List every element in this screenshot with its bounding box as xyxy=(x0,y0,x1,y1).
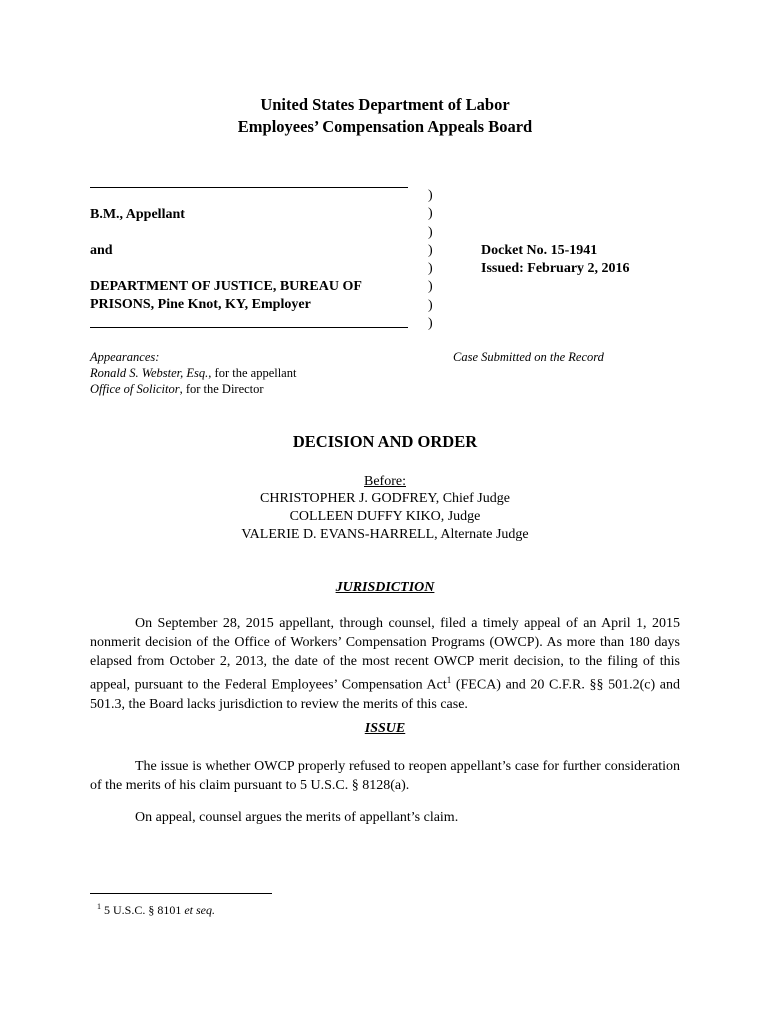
judge-evans-harrell: VALERIE D. EVANS-HARRELL, Alternate Judge xyxy=(241,527,529,542)
judge-kiko: COLLEEN DUFFY KIKO, Judge xyxy=(289,509,481,524)
appellant-name: B.M., Appellant xyxy=(90,207,185,222)
director-counsel-role: , for the Director xyxy=(179,382,264,396)
paren: ) xyxy=(428,242,433,258)
decision-title: DECISION AND ORDER xyxy=(292,432,478,451)
appeal-argument: On appeal, counsel argues the merits of appellant’s claim. xyxy=(135,810,459,825)
footnote-et-seq: et seq. xyxy=(184,903,215,917)
caption-parentheses xyxy=(428,187,433,333)
issue-paragraph: The issue is whether OWCP properly refused to reopen appellant’s case for further consideration of the merits of his claim pursuant to 5 U.S.C. § 8128(a). xyxy=(90,759,680,793)
paren: ) xyxy=(428,188,433,203)
jurisdiction-text-a: On September 28, 2015 appellant, through counsel, filed a timely appeal of an April 1, 2015 nonmerit decision of the Office of Workers’ Compensation Programs (OWCP). As more than 180 days elapsed from October 2, 2013, the date of the most recent OWCP merit decision, to the filing of this appeal, pursuant to the Federal Employees’ Compensation Act xyxy=(90,616,680,693)
caption-bottom-rule xyxy=(90,327,408,328)
issue-heading: ISSUE xyxy=(364,721,406,736)
footnote-text: 5 U.S.C. § 8101 xyxy=(101,903,185,917)
issued-date: Issued: February 2, 2016 xyxy=(481,261,630,276)
footnote-reference: 1 xyxy=(446,675,452,685)
paren: ) xyxy=(428,279,433,295)
paren: ) xyxy=(428,297,433,313)
appearance-appellant xyxy=(90,366,296,381)
judge-chief: CHRISTOPHER J. GODFREY, Chief Judge xyxy=(260,491,510,506)
paren: ) xyxy=(428,224,433,240)
jurisdiction-text-b: (FECA) and 20 C.F.R. §§ 501.2(c) and 501.3, the Board lacks jurisdiction to review the merits of this case. xyxy=(90,677,681,712)
employer-line-1: DEPARTMENT OF JUSTICE, BUREAU OF xyxy=(90,279,362,294)
case-submitted: Case Submitted on the Record xyxy=(453,350,604,364)
paren: ) xyxy=(428,261,433,277)
appearances-label: Appearances: xyxy=(90,350,160,364)
docket-number: Docket No. 15-1941 xyxy=(481,243,598,258)
jurisdiction-heading: JURISDICTION xyxy=(335,580,435,595)
appearance-director xyxy=(90,382,264,397)
appellant-counsel: Ronald S. Webster, Esq. xyxy=(90,366,209,380)
paren: ) xyxy=(428,206,433,222)
agency-title: United States Department of Labor xyxy=(260,95,510,114)
footnote-rule xyxy=(90,893,272,894)
before-label: Before: xyxy=(364,474,406,489)
board-title: Employees’ Compensation Appeals Board xyxy=(237,117,533,136)
director-counsel: Office of Solicitor xyxy=(90,382,180,396)
paren: ) xyxy=(428,316,433,332)
jurisdiction-paragraph xyxy=(90,614,680,714)
employer-line-2: PRISONS, Pine Knot, KY, Employer xyxy=(90,297,311,312)
caption-and: and xyxy=(90,243,113,258)
appellant-counsel-role: , for the appellant xyxy=(208,366,297,380)
footnote-number: 1 xyxy=(97,902,101,911)
footnote xyxy=(97,902,215,918)
caption-top-rule xyxy=(90,187,408,188)
